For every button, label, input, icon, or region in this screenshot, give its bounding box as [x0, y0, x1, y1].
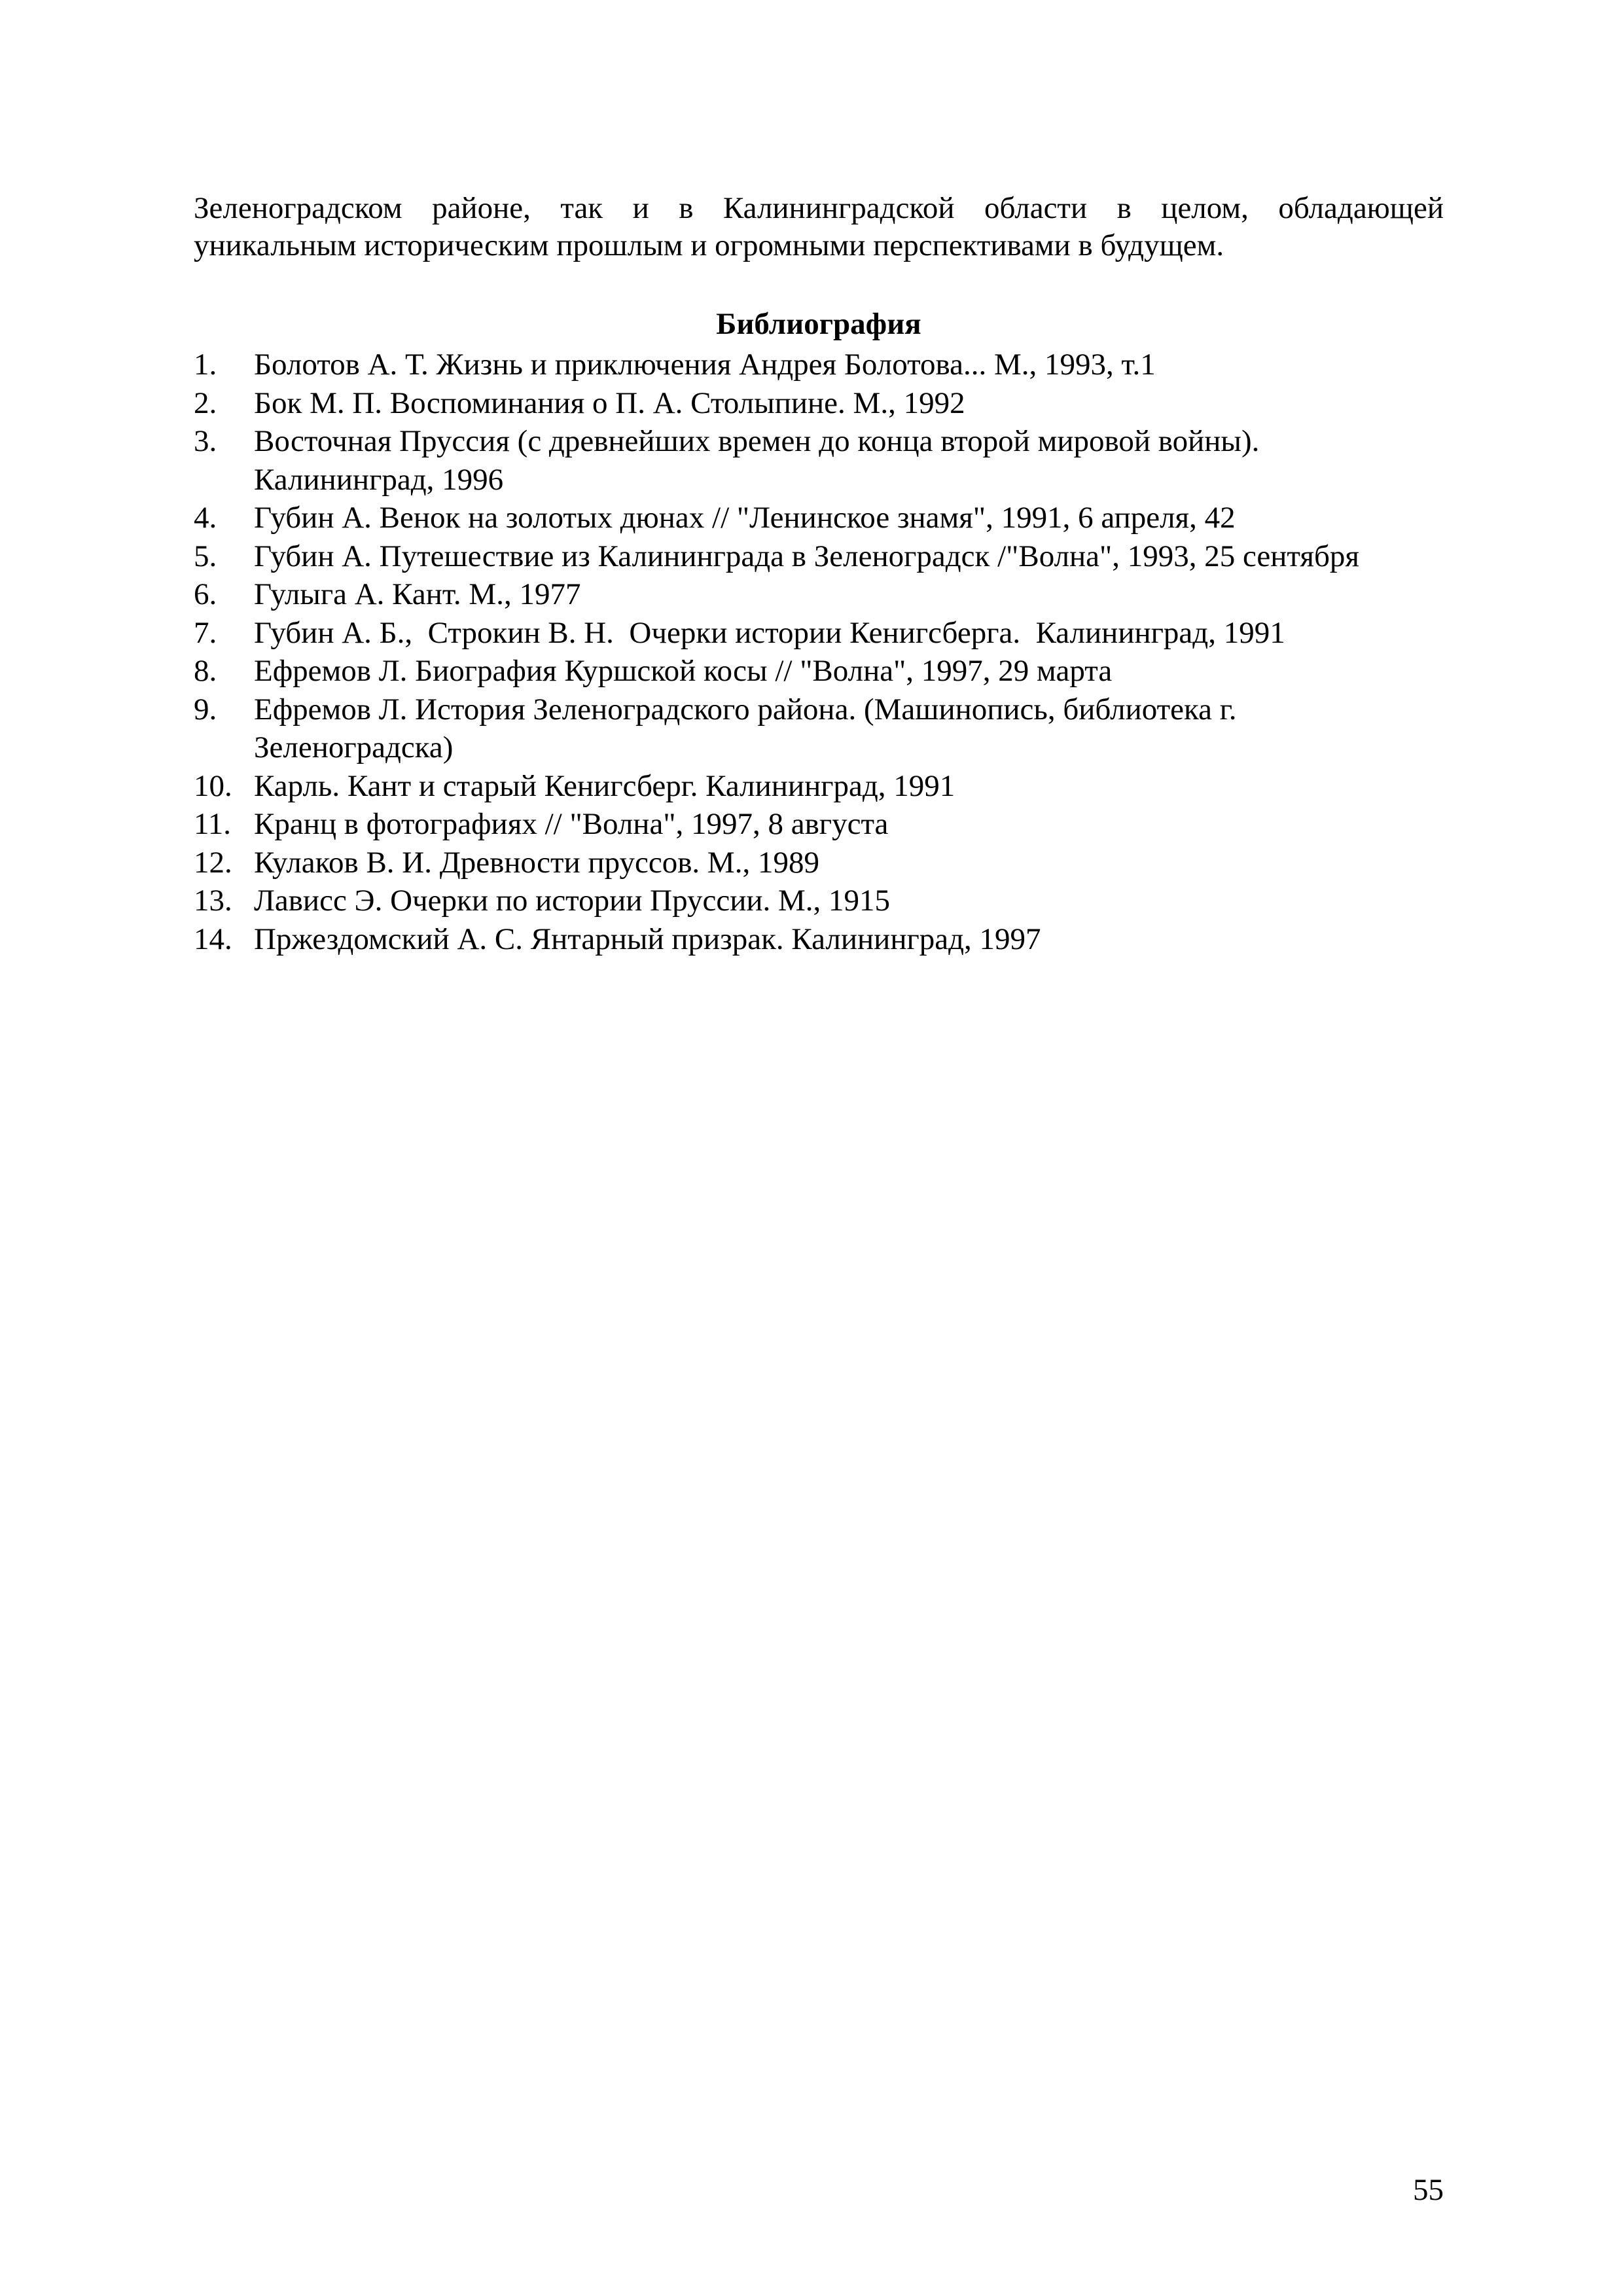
bibliography-item-text: Бок М. П. Воспоминания о П. А. Столыпине. М., 1992 [254, 386, 965, 420]
bibliography-item-number: 6. [194, 577, 217, 611]
bibliography-item-number: 9. [194, 692, 217, 726]
bibliography-item-text: Губин А. Б., Строкин В. Н. Очерки истории Кенигсберга. Калининград, 1991 [254, 615, 1285, 650]
bibliography-item [194, 844, 1476, 882]
bibliography-list [194, 346, 1476, 958]
closing-paragraph [194, 190, 1444, 264]
bibliography-item [194, 422, 1476, 499]
bibliography-item-number: 7. [194, 615, 217, 650]
bibliography-item-number: 8. [194, 654, 217, 688]
bibliography-item-text: Ефремов Л. История Зеленоградского района. (Машинопись, библиотека г. [254, 692, 1237, 726]
bibliography-item-text: Гулыга А. Кант. М., 1977 [254, 577, 581, 611]
bibliography-item [194, 691, 1476, 767]
bibliography-item-text-continued: Зеленоградска) [254, 730, 454, 764]
bibliography-item-text-continued: Калининград, 1996 [254, 462, 504, 497]
bibliography-item-number: 4. [194, 501, 217, 535]
bibliography-item [194, 384, 1476, 423]
bibliography-item-text: Губин А. Венок на золотых дюнах // "Ленинское знамя", 1991, 6 апреля, 42 [254, 501, 1236, 535]
bibliography-item-number: 1. [194, 348, 217, 382]
bibliography-item-text: Ефремов Л. Биография Куршской косы // "Волна", 1997, 29 марта [254, 654, 1113, 688]
bibliography-item-text: Пржездомский А. С. Янтарный призрак. Калининград, 1997 [254, 922, 1041, 956]
bibliography-item-number: 13. [194, 884, 232, 918]
bibliography-item [194, 652, 1476, 691]
bibliography-item-text: Лависс Э. Очерки по истории Пруссии. М., 1915 [254, 884, 891, 918]
bibliography-item-number: 2. [194, 386, 217, 420]
bibliography-item-number: 11. [194, 807, 232, 841]
bibliography-item-number: 12. [194, 845, 232, 880]
bibliography-item-text: Губин А. Путешествие из Калининграда в Зеленоградск /"Волна", 1993, 25 сентября [254, 539, 1359, 573]
bibliography-item [194, 920, 1476, 959]
bibliography-item [194, 882, 1476, 920]
bibliography-item [194, 537, 1476, 576]
paragraph-line-2: уникальным историческим прошлым и огромными перспективами в будущем. [194, 228, 1224, 262]
bibliography-item [194, 346, 1476, 384]
bibliography-item-number: 5. [194, 539, 217, 573]
bibliography-item-number: 14. [194, 922, 232, 956]
bibliography-item [194, 499, 1476, 537]
bibliography-item-text: Карль. Кант и старый Кенигсберг. Калининград, 1991 [254, 768, 955, 803]
bibliography-item-text: Болотов А. Т. Жизнь и приключения Андрея Болотова... М., 1993, т.1 [254, 348, 1156, 382]
bibliography-item [194, 805, 1476, 844]
paragraph-line-1: Зеленоградском районе, так и в Калининградской области в целом, обладающей [194, 191, 1444, 225]
bibliography-item [194, 575, 1476, 614]
bibliography-item-text: Восточная Пруссия (с древнейших времен до конца второй мировой войны). [254, 424, 1260, 458]
bibliography-item-text: Кранц в фотографиях // "Волна", 1997, 8 августа [254, 807, 889, 841]
bibliography-item-text: Кулаков В. И. Древности пруссов. М., 1989 [254, 845, 819, 880]
bibliography-item [194, 614, 1476, 653]
bibliography-item-number: 10. [194, 768, 232, 803]
bibliography-item-number: 3. [194, 424, 217, 458]
bibliography-item [194, 767, 1476, 806]
page-number: 55 [1413, 2173, 1444, 2207]
bibliography-heading: Библиография [716, 307, 921, 341]
